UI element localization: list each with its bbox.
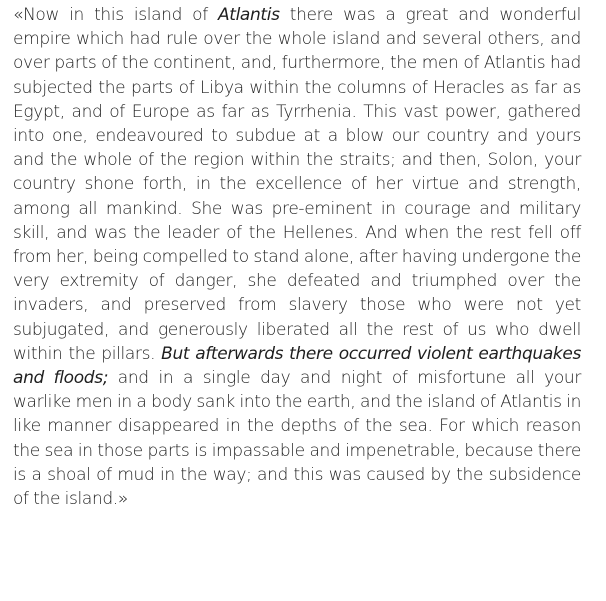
atlantis-quote-paragraph: [13, 3, 581, 511]
quote-text-segment-1: Now in this island of: [23, 5, 218, 25]
atlantis-italic: Atlantis: [217, 5, 280, 25]
open-quote-mark: «: [13, 5, 24, 25]
earthquakes-italic: But afterwards there occurred violent earthquakes and floods;: [13, 343, 581, 389]
close-quote-mark: »: [117, 489, 128, 510]
quote-text-segment-2: there was a great and wonderful empire which had rule over the whole island and several others, and over parts of the continent, and, furthermore, the men of Atlantis had subjected the parts of Libya within the columns of Heracles as far as Egypt, and of Europe as far as Tyrrhenia. This vast power, gathered into one, endeavoured to subdue at a blow our country and yours and the whole of the region within the straits; and then, Solon, your country shone forth, in the excellence of her virtue and strength, among all mankind. She was pre-eminent in courage and military skill, and was the leader of the Hellenes. And when the rest fell off from her, being compelled to stand alone, after having undergone the very extremity of danger, she defeated and triumphed over the invaders, and preserved from slavery those who were not yet subjugated, and generously liberated all the rest of us who dwell within the pillars.: [13, 5, 582, 364]
quote-text-segment-3: and in a single day and night of misfortune all your warlike men in a body sank into the earth, and the island of Atlantis in like manner disappeared in the depths of the sea. For which reason the sea in those parts is impassable and impenetrable, because there is a shoal of mud in the way; and this was caused by the subsidence of the island.: [13, 368, 581, 510]
